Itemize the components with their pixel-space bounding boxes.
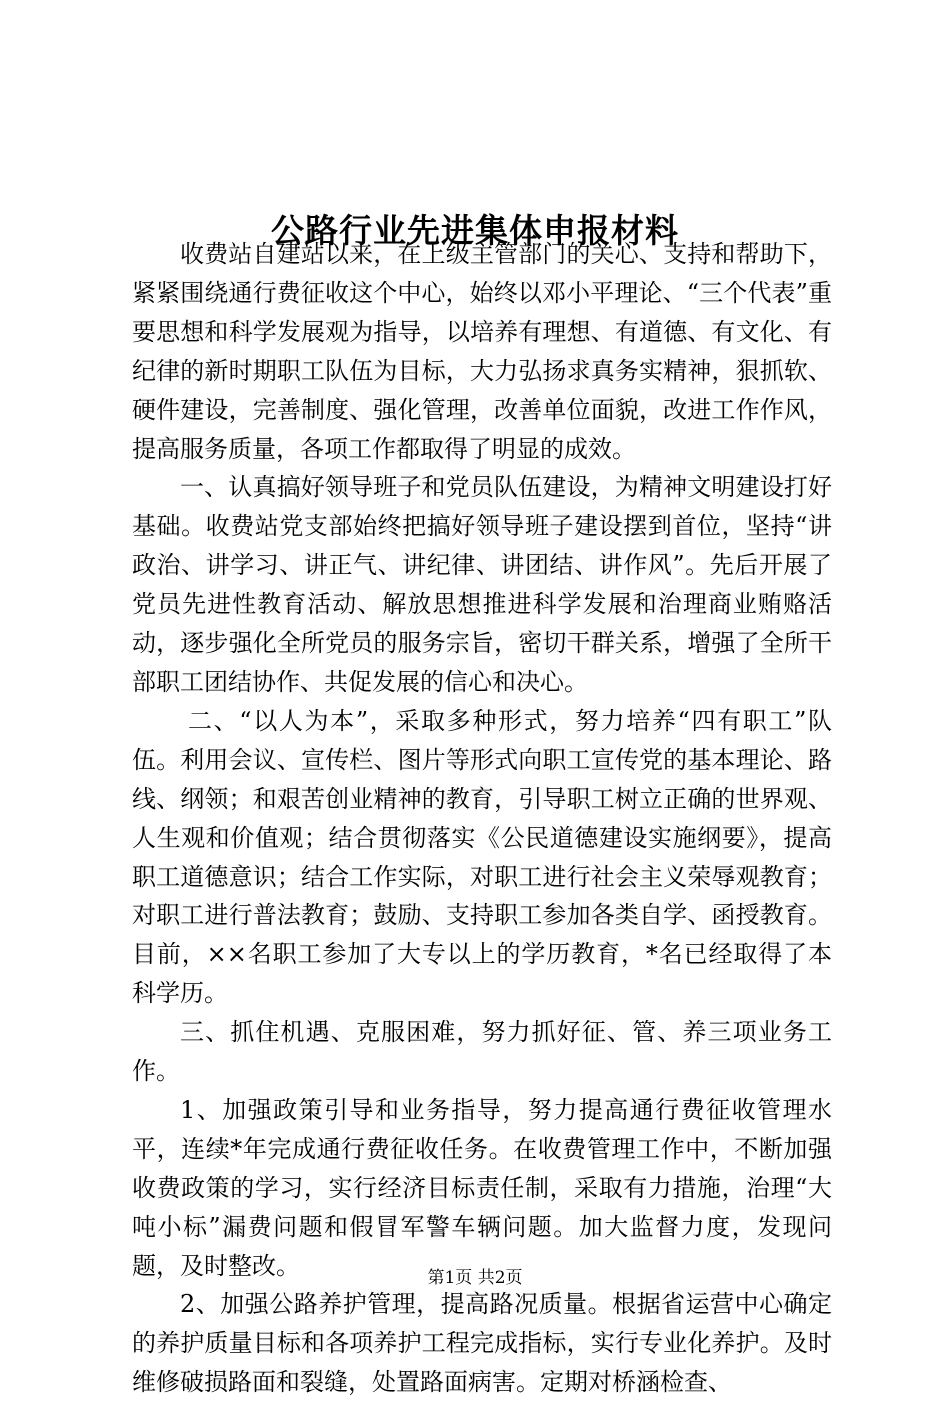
document-title: 公路行业先进集体申报材料 <box>271 211 679 251</box>
page-number-footer: 第1页 共2页 <box>427 1268 523 1288</box>
paragraph-section-2: 二、“以人为本”，采取多种形式，努力培养“四有职工”队伍。利用会议、宣传栏、图片等形式向职工宣传党的基本理论、路线、纲领；和艰苦创业精神的教育，引导职工树立正确的世界观、人生观和价值观；结合贯彻落实《公民道德建设实施纲要》，提高职工道德意识；结合工作实际，对职工进行社会主义荣辱观教育；对职工进行普法教育；鼓励、支持职工参加各类自学、函授教育。目前，××名职工参加了大专以上的学历教育，*名已经取得了本科学历。 <box>132 706 832 1008</box>
paragraph-item-2: 2、加强公路养护管理，提高路况质量。根据省运营中心确定的养护质量目标和各项养护工程完成指标，实行专业化养护。及时维修破损路面和裂缝，处置路面病害。定期对桥涵检查、 <box>132 1290 832 1397</box>
document-body <box>132 235 832 1402</box>
paragraph-section-1: 一、认真搞好领导班子和党员队伍建设，为精神文明建设打好基础。收费站党支部始终把搞好领导班子建设摆到首位，坚持“讲政治、讲学习、讲正气、讲纪律、讲团结、讲作风”。先后开展了党员先进性教育活动、解放思想推进科学发展和治理商业贿赂活动，逐步强化全所党员的服务宗旨，密切干群关系，增强了全所干部职工团结协作、共促发展的信心和决心。 <box>132 473 832 696</box>
paragraph-section-3: 三、抓住机遇、克服困难，努力抓好征、管、养三项业务工作。 <box>132 1018 832 1086</box>
paragraph-intro: 收费站自建站以来，在上级主管部门的关心、支持和帮助下，紧紧围绕通行费征收这个中心，始终以邓小平理论、“三个代表”重要思想和科学发展观为指导，以培养有理想、有道德、有文化、有纪律的新时期职工队伍为目标，大力弘扬求真务实精神，狠抓软、硬件建设，完善制度、强化管理，改善单位面貌，改进工作作风，提高服务质量，各项工作都取得了明显的成效。 <box>132 240 832 463</box>
paragraph-item-1: 1、加强政策引导和业务指导，努力提高通行费征收管理水平，连续*年完成通行费征收任务。在收费管理工作中，不断加强收费政策的学习，实行经济目标责任制，采取有力措施，治理“大吨小标”漏费问题和假冒军警车辆问题。加大监督力度，发现问题，及时整改。 <box>132 1095 832 1280</box>
